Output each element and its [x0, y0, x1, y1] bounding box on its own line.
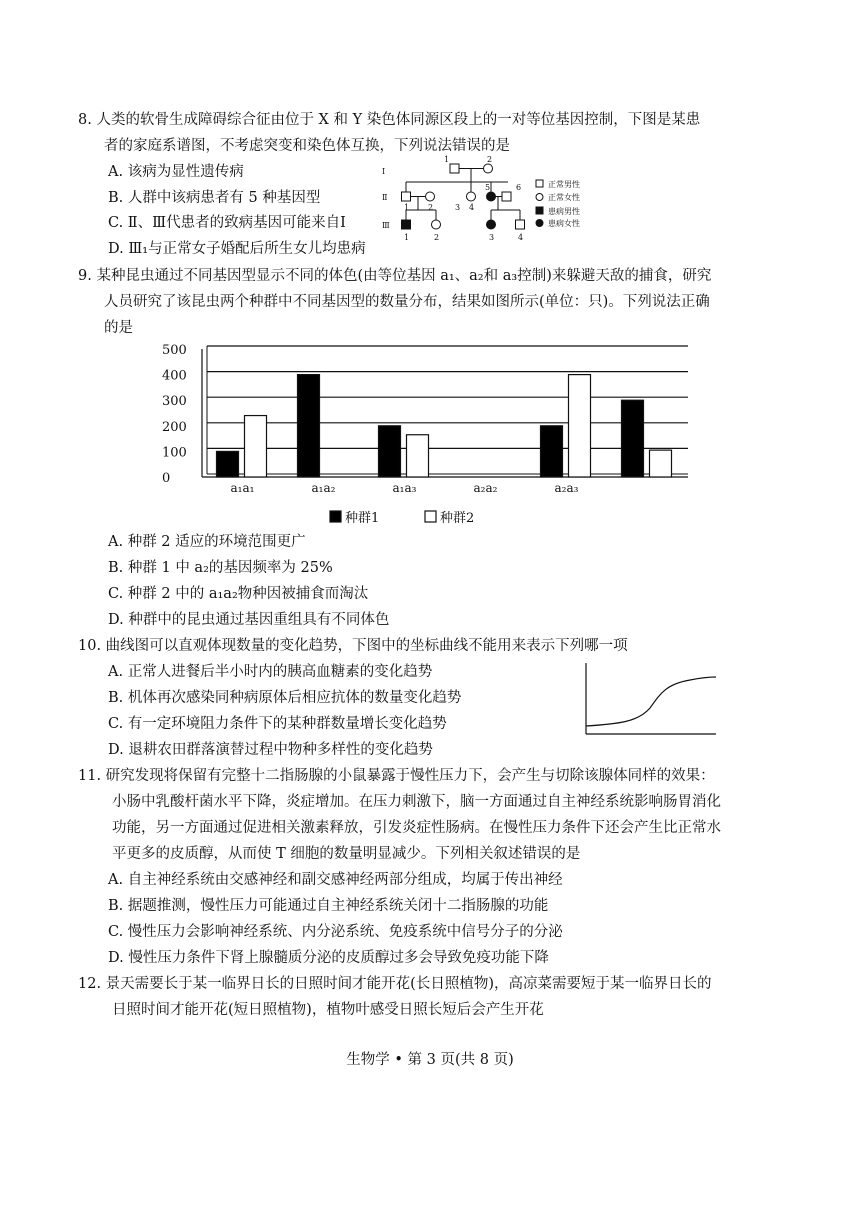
- pedigree-I2-normal-female: [484, 164, 493, 173]
- pedigree-I-num-2: 2: [487, 155, 493, 164]
- pedigree-III-num-1: 1: [404, 233, 410, 242]
- bar-种群1-a₂a₃: [541, 426, 563, 477]
- y-tick-label: 100: [162, 445, 187, 461]
- pedigree-III3-affected-female: [487, 220, 496, 229]
- q8-option-c: C. Ⅱ、Ⅲ代患者的致病基因可能来自Ⅰ: [108, 215, 346, 231]
- legend-affected-female: 患病女性: [548, 219, 580, 228]
- genotype-bar-chart: [160, 340, 700, 530]
- q10-option-c: C. 有一定环境阻力条件下的某种群数量增长变化趋势: [108, 716, 447, 732]
- pedigree-III1-affected-male: [402, 220, 411, 229]
- pedigree-II-num-1: 1: [404, 203, 410, 212]
- pedigree-III2-normal-female: [432, 220, 441, 229]
- pedigree-gen-II: Ⅱ: [382, 193, 388, 202]
- y-tick-label: 400: [162, 368, 187, 384]
- bar-种群1-unlabeled: [622, 400, 644, 477]
- legend-normal-female-icon: [536, 194, 543, 201]
- y-tick-label: 300: [162, 394, 187, 410]
- x-tick-label: a₁a₁: [230, 481, 255, 495]
- pedigree-II-num-6: 6: [516, 183, 522, 192]
- legend-normal-female: 正常女性: [548, 193, 580, 202]
- legend-normal-male: 正常男性: [548, 180, 580, 189]
- pedigree-II-num-4: 4: [469, 203, 475, 212]
- q9-stem-line-1: 9. 某种昆虫通过不同基因型显示不同的体色(由等位基因 a₁、a₂和 a₃控制)来躲避天敌的捕食，研究: [78, 268, 712, 284]
- bar-种群1-a₁a₃: [379, 426, 401, 477]
- legend-affected-male: 患病男性: [548, 207, 580, 216]
- bar-种群1-a₁a₁: [217, 451, 239, 477]
- bar-种群2-a₁a₁: [245, 416, 267, 477]
- pedigree-II5-normal-male: [502, 192, 511, 201]
- q9-stem-line-2: 人员研究了该昆虫两个种群中不同基因型的数量分布，结果如图所示(单位：只)。下列说法正确: [104, 294, 710, 310]
- pedigree-II-num-2: 2: [428, 203, 434, 212]
- x-tick-label: a₁a₂: [311, 481, 336, 495]
- bar-种群2-unlabeled: [650, 450, 672, 477]
- q11-stem-line-4: 平更多的皮质醇，从而使 T 细胞的数量明显减少。下列相关叙述错误的是: [112, 846, 581, 862]
- pedigree-III-num-3: 3: [489, 233, 495, 242]
- q8-option-a: A. 该病为显性遗传病: [108, 164, 244, 180]
- q10-option-d: D. 退耕农田群落演替过程中物种多样性的变化趋势: [108, 742, 433, 758]
- q12-stem-line-2: 日照时间才能开花(短日照植物)，植物叶感受日照长短后会产生开花: [112, 1002, 544, 1018]
- q9-option-a: A. 种群 2 适应的环境范围更广: [108, 534, 306, 550]
- pedigree-I1-normal-male: [450, 164, 459, 173]
- q8-option-d: D. Ⅲ₁与正常女子婚配后所生女儿均患病: [108, 241, 366, 257]
- q11-stem-line-1: 11. 研究发现将保留有完整十二指肠腺的小鼠暴露于慢性压力下，会产生与切除该腺体同样的效果：: [78, 768, 715, 784]
- s-curve: [586, 677, 716, 726]
- q10-stem: 10. 曲线图可以直观体现数量的变化趋势，下图中的坐标曲线不能用来表示下列哪一项: [78, 638, 628, 654]
- pedigree-diagram: [380, 155, 600, 250]
- q12-stem-line-1: 12. 景天需要长于某一临界日长的日照时间才能开花(长日照植物)，高凉菜需要短于某一临界日长的: [78, 976, 712, 992]
- legend-swatch-种群1: [330, 511, 341, 522]
- q9-option-b: B. 种群 1 中 a₂的基因频率为 25%: [108, 560, 333, 576]
- legend-affected-male-icon: [536, 207, 543, 214]
- q8-stem-line-2: 者的家庭系谱图，不考虑突变和染色体互换，下列说法错误的是: [104, 138, 510, 154]
- bar-种群2-a₂a₃: [569, 375, 591, 477]
- q9-option-c: C. 种群 2 中的 a₁a₂物种因被捕食而淘汰: [108, 586, 369, 602]
- y-tick-label: 500: [162, 343, 187, 358]
- pedigree-II-num-5: 5: [485, 183, 491, 192]
- pedigree-gen-III: Ⅲ: [382, 221, 390, 230]
- pedigree-gen-I: Ⅰ: [382, 167, 386, 176]
- q10-option-a: A. 正常人进餐后半小时内的胰高血糖素的变化趋势: [108, 664, 433, 680]
- pedigree-III-num-2: 2: [434, 233, 440, 242]
- x-tick-label: a₁a₃: [392, 481, 417, 495]
- x-tick-label: a₂a₂: [473, 481, 498, 495]
- pedigree-II2-normal-female: [426, 192, 435, 201]
- legend-normal-male-icon: [536, 180, 543, 187]
- pedigree-II-num-3: 3: [455, 203, 461, 212]
- y-tick-label: 0: [162, 471, 171, 486]
- x-tick-label: a₂a₃: [554, 481, 579, 495]
- bar-种群1-a₁a₂: [298, 375, 320, 477]
- legend-swatch-种群2: [425, 511, 436, 522]
- q11-option-d: D. 慢性压力条件下肾上腺髓质分泌的皮质醇过多会导致免疫功能下降: [108, 950, 549, 966]
- q10-option-b: B. 机体再次感染同种病原体后相应抗体的数量变化趋势: [108, 690, 462, 706]
- q11-option-a: A. 自主神经系统由交感神经和副交感神经两部分组成，均属于传出神经: [108, 872, 563, 888]
- pedigree-II4-normal-female: [467, 192, 476, 201]
- legend-label: 种群1: [345, 511, 380, 526]
- pedigree-II5-affected-female: [487, 192, 496, 201]
- q11-stem-line-3: 功能，另一方面通过促进相关激素释放，引发炎症性肠病。在慢性压力条件下还会产生比正常水: [112, 820, 721, 836]
- q9-option-d: D. 种群中的昆虫通过基因重组具有不同体色: [108, 612, 390, 628]
- pedigree-III4-normal-male: [516, 220, 525, 229]
- q8-option-b: B. 人群中该病患者有 5 种基因型: [108, 190, 321, 206]
- s-curve-graph: [578, 660, 718, 740]
- q8-stem-line-1: 8. 人类的软骨生成障碍综合征由位于 X 和 Y 染色体同源区段上的一对等位基因控制，下图是某患: [78, 112, 701, 128]
- q9-stem-line-3: 的是: [104, 320, 133, 336]
- q11-stem-line-2: 小肠中乳酸杆菌水平下降，炎症增加。在压力刺激下，脑一方面通过自主神经系统影响肠胃消化: [112, 794, 721, 810]
- bar-种群2-a₁a₃: [407, 435, 429, 477]
- page-footer: 生物学 • 第 3 页(共 8 页): [346, 1052, 514, 1068]
- pedigree-II1-normal-male: [402, 192, 411, 201]
- q11-option-b: B. 据题推测，慢性压力可能通过自主神经系统关闭十二指肠腺的功能: [108, 898, 549, 914]
- pedigree-I-num-1: 1: [444, 155, 450, 164]
- legend-affected-female-icon: [536, 220, 543, 227]
- pedigree-III-num-4: 4: [518, 233, 524, 242]
- q11-option-c: C. 慢性压力会影响神经系统、内分泌系统、免疫系统中信号分子的分泌: [108, 924, 563, 940]
- legend-label: 种群2: [440, 511, 475, 526]
- y-tick-label: 200: [162, 419, 187, 435]
